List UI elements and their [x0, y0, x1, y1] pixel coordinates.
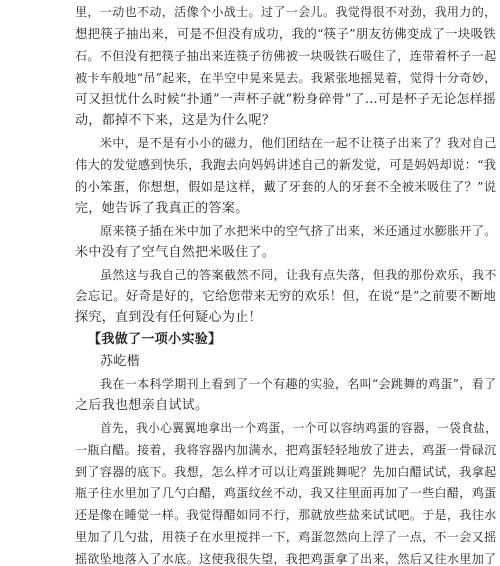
text-line: 虽然这与我自己的答案截然不同，让我有点失落，但我的那份欢乐，我不	[100, 267, 497, 282]
text-line: 米中，是不是有小小的磁力，他们团结在一起不让筷子出来了？我对自己	[100, 136, 497, 151]
text-line: 想把筷子抽出来，可是不但没有成功，我的“筷子”朋友彷佛变成了一块吸铁	[75, 25, 497, 41]
text-line: 原来筷子插在米中加了水把米中的空气挤了出来，米还通过水膨胀开了。	[100, 223, 497, 238]
text-line: 首先，我小心翼翼地拿出一个鸡蛋，一个可以容纳鸡蛋的容器，一袋食盐，	[100, 420, 498, 435]
text-line: 我在一本科学期刊上看到了一个有趣的实验，名叫“会跳舞的鸡蛋”，看了	[100, 377, 497, 391]
text-line: 石。不但没有把筷子抽出来连筷子彷佛被一块吸铁石吸住了，连带着杯子一起	[75, 48, 497, 63]
text-line: 探究，直到没有任何疑心为止！	[75, 310, 262, 326]
text-line: 的小笨蛋，你想想，假如是这样，戴了牙套的人的牙套不全被米吸住了？”说	[75, 180, 497, 194]
text-line: 米中没有了空气自然把米吸住了。	[75, 244, 276, 260]
text-line: 可又担忧什么时候“扑通”一声杯子就“粉身碎骨”了…可是杯子无论怎样摇	[75, 91, 496, 107]
text-line: 到了容器的底下。我想，怎么样才可以让鸡蛋跳舞呢？先加白醋试试，我拿起	[75, 464, 497, 479]
section-heading: 【我做了一项小实验】	[88, 332, 222, 348]
author-name: 苏屹楷	[100, 354, 141, 370]
text-line: 瓶子往水里加了几勺白醋，鸡蛋纹丝不动，我又往里面再加了一些白醋，鸡蛋	[75, 486, 497, 501]
text-line: 一瓶白醋。接着，我将容器内加满水，把鸡蛋轻轻地放了进去，鸡蛋一骨碌沉	[75, 442, 497, 457]
text-line: 会忘记。好奇是好的，它给您带来无穷的欢乐！但，在说“是”之前要不断地	[75, 288, 497, 304]
text-line: 伟大的发觉感到快乐，我跑去向妈妈讲述自己的新发觉，可是妈妈却说：“我	[75, 158, 497, 173]
text-line: 被卡车般地“吊”起来，在半空中晃来晃去。我紧张地摇晃着，觉得十分奇妙，	[75, 70, 497, 85]
text-line: 里，一动也不动，活像个小战士。过了一会儿。我觉得很不对劲，我用力的，	[75, 5, 497, 19]
text-line: 动，都掉不下来，这是为什么呢？	[75, 113, 276, 129]
text-line: 摇欲坠地落入了水底。这使我很失望，我把鸡蛋拿了出来，然后又往水里加了	[75, 552, 497, 566]
text-line: 还是像在睡觉一样。我觉得醋如同不行，那就放些盐来试试吧。于是，我往水	[75, 508, 497, 523]
text-line: 里加了几勺盐，用筷子在水里搅拌一下，鸡蛋忽然向上浮了一点，不一会又摇	[75, 530, 497, 545]
text-line: 完，她告诉了我真正的答案。	[75, 200, 249, 216]
text-line: 之后我也想亲自试试。	[75, 397, 209, 413]
